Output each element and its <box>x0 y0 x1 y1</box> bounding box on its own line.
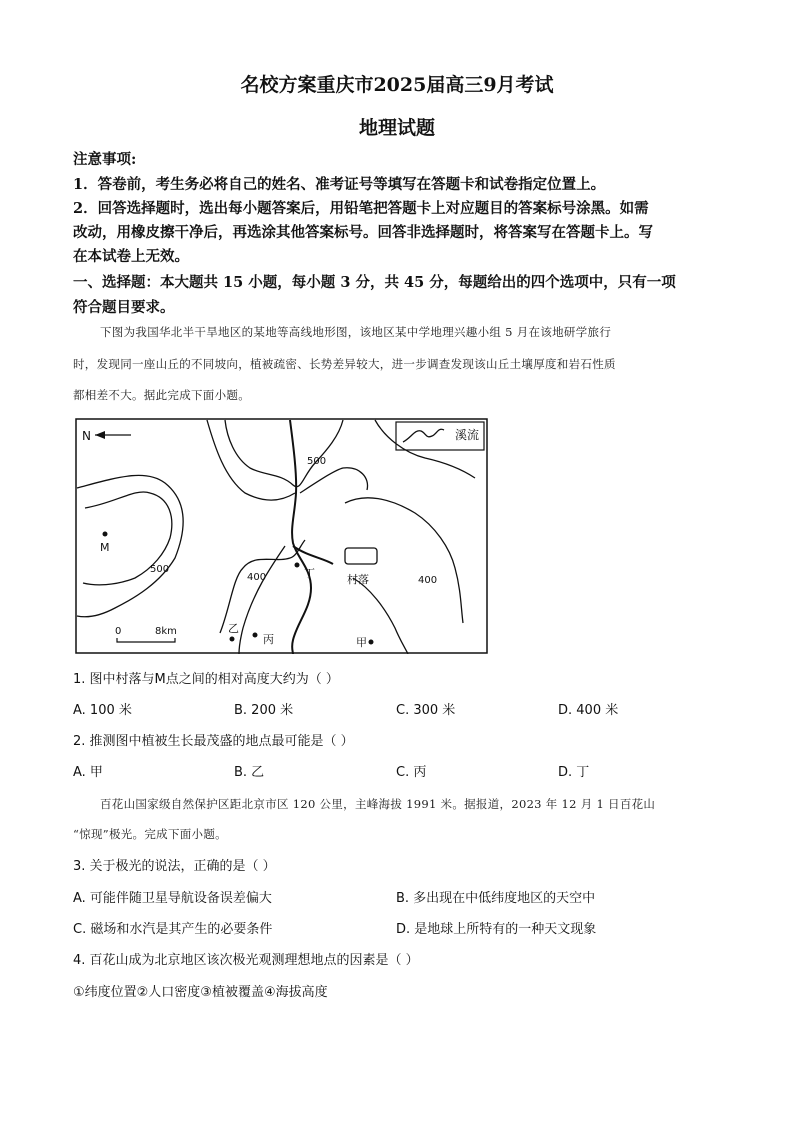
question-4-stem: 4. 百花山成为北京地区该次极光观测理想地点的因素是（ ） <box>73 953 419 968</box>
question-3-stem: 3. 关于极光的说法，正确的是（ ） <box>73 859 276 874</box>
legend-box <box>396 422 484 450</box>
contour-label-400-west: 400 <box>247 572 267 583</box>
point-bing-marker <box>253 633 258 638</box>
passage-2-line-2: “惊现”极光。完成下面小题。 <box>73 827 227 841</box>
village-label: 村落 <box>347 573 369 586</box>
page-subtitle: 地理试题 <box>358 117 435 139</box>
point-ding-marker <box>295 563 300 568</box>
question-2-option-b[interactable]: B. 乙 <box>234 765 265 780</box>
question-2-option-d[interactable]: D. 丁 <box>558 765 590 780</box>
notice-item-2-line-1: 2．回答选择题时，选出每小题答案后，用铅笔把答题卡上对应题目的答案标号涂黑。如需 <box>73 200 649 217</box>
point-jia-label: 甲 <box>356 636 367 649</box>
section-1-heading-line-1: 一、选择题：本大题共 15 小题，每小题 3 分，共 45 分，每题给出的四个选项中，只有一项 <box>73 274 676 291</box>
point-bing-label: 丙 <box>263 633 274 646</box>
question-1-stem: 1. 图中村落与M点之间的相对高度大约为（ ） <box>73 672 339 687</box>
contour-map <box>75 418 488 654</box>
question-2-option-c[interactable]: C. 丙 <box>396 765 427 780</box>
page-title: 名校方案重庆市2025届高三9月考试 <box>240 74 554 96</box>
question-4-factors: ①纬度位置②人口密度③植被覆盖④海拔高度 <box>73 985 328 1000</box>
contour-label-400-east: 400 <box>418 575 438 586</box>
contour-label-500-west: 500 <box>150 564 170 575</box>
question-2-option-a[interactable]: A. 甲 <box>73 765 103 780</box>
passage-1-line-1: 下图为我国华北半干旱地区的某地等高线地形图，该地区某中学地理兴趣小组 5 月在该地研学旅行 <box>100 325 612 339</box>
point-jia-marker <box>369 640 374 645</box>
question-3-option-b[interactable]: B. 多出现在中低纬度地区的天空中 <box>396 891 596 906</box>
north-label: N <box>82 429 91 443</box>
passage-2-line-1: 百花山国家级自然保护区距北京市区 120 公里，主峰海拔 1991 米。据报道，2023 年 12 月 1 日百花山 <box>100 797 656 811</box>
notice-item-2-line-3: 在本试卷上无效。 <box>73 248 189 265</box>
question-1-option-a[interactable]: A. 100 米 <box>73 703 132 718</box>
map-border <box>76 419 487 653</box>
question-3-option-d[interactable]: D. 是地球上所特有的一种天文现象 <box>396 922 597 937</box>
question-3-option-a[interactable]: A. 可能伴随卫星导航设备误差偏大 <box>73 891 272 906</box>
village-icon <box>345 548 377 564</box>
passage-1-line-2: 时，发现同一座山丘的不同坡向，植被疏密、长势差异较大，进一步调查发现该山丘土壤厚度和岩石性质 <box>73 357 616 371</box>
passage-1-line-3: 都相差不大。据此完成下面小题。 <box>73 388 250 402</box>
contour-label-500-north: 500 <box>307 456 327 467</box>
legend-stream-label: 溪流 <box>455 428 480 442</box>
point-m-label: M <box>100 541 110 554</box>
notice-heading: 注意事项: <box>73 151 137 168</box>
question-1-option-d[interactable]: D. 400 米 <box>558 703 619 718</box>
section-1-heading-line-2: 符合题目要求。 <box>73 299 175 316</box>
scale-zero-label: 0 <box>115 626 122 637</box>
point-yi-marker <box>230 637 235 642</box>
point-yi-label: 乙 <box>228 622 239 635</box>
question-1-option-b[interactable]: B. 200 米 <box>234 703 294 718</box>
point-ding-label: 丁 <box>304 567 315 580</box>
scale-distance-label: 8km <box>155 626 177 637</box>
notice-item-1: 1．答卷前，考生务必将自己的姓名、准考证号等填写在答题卡和试卷指定位置上。 <box>73 176 606 193</box>
point-m-marker <box>103 532 108 537</box>
question-1-option-c[interactable]: C. 300 米 <box>396 703 456 718</box>
question-2-stem: 2. 推测图中植被生长最茂盛的地点最可能是（ ） <box>73 734 354 749</box>
notice-item-2-line-2: 改动，用橡皮擦干净后，再选涂其他答案标号。回答非选择题时，将答案写在答题卡上。写 <box>73 224 653 241</box>
question-3-option-c[interactable]: C. 磁场和水汽是其产生的必要条件 <box>73 922 273 937</box>
